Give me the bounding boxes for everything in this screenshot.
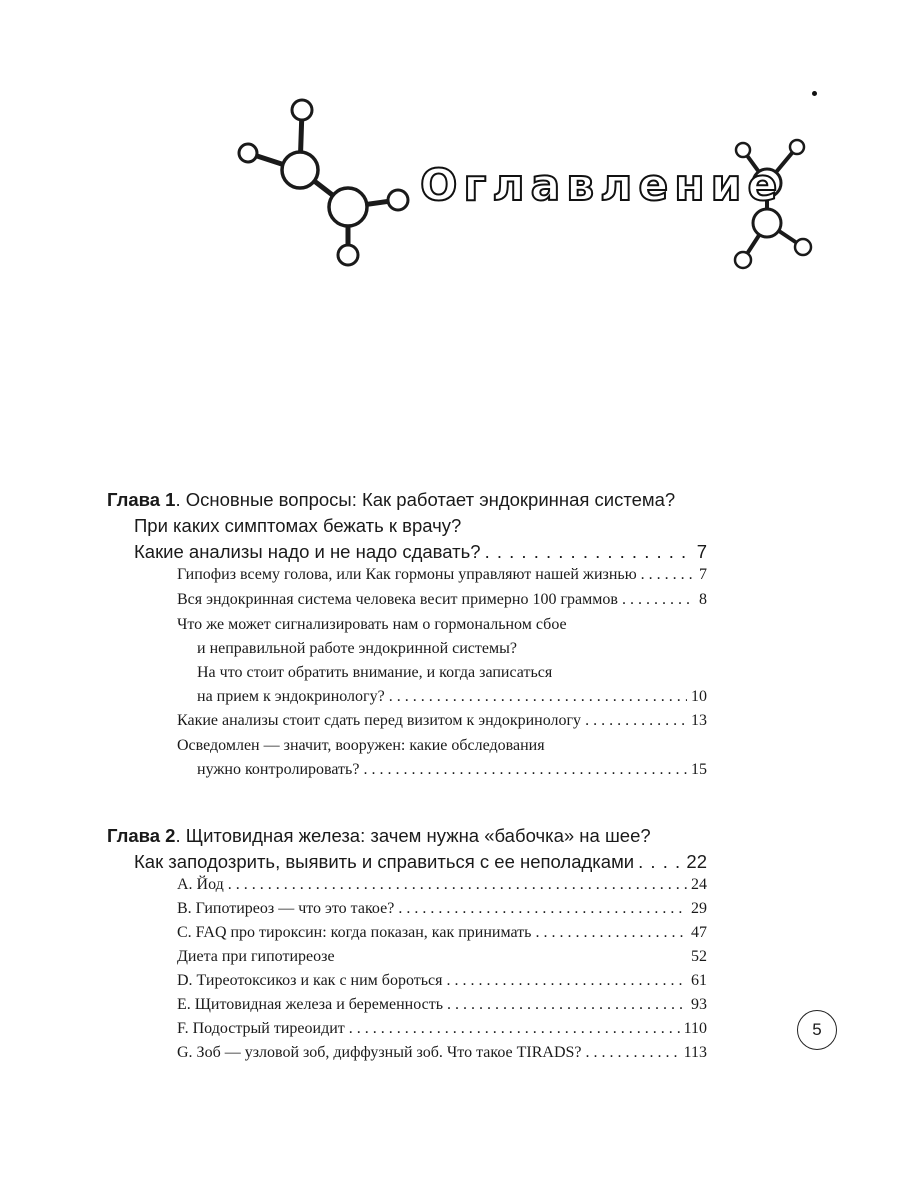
page-number: 113 (683, 1044, 707, 1061)
chapter-title-text: Какие анализы надо и не надо сдавать? (134, 541, 481, 562)
toc-entry (177, 712, 707, 730)
chapter-heading (107, 489, 675, 511)
page-number: 7 (699, 566, 707, 583)
dot-leader (585, 712, 687, 730)
dot-leader (398, 900, 687, 918)
page-number: 22 (686, 851, 707, 872)
molecule-illustration-left (230, 95, 420, 280)
toc-entry-continuation (197, 664, 552, 682)
toc-entry (177, 1044, 707, 1062)
page-number-badge: 5 (797, 1010, 837, 1050)
dot-leader (535, 924, 687, 942)
toc-entry (177, 948, 707, 966)
toc-entry (177, 996, 707, 1014)
entry-title: G. Зоб — узловой зоб, диффузный зоб. Что такое TIRADS? (177, 1044, 582, 1061)
entry-title: Гипофиз всему голова, или Как гормоны управляют нашей жизнью (177, 566, 637, 583)
toc-entry (177, 1020, 707, 1038)
entry-title: Что же может сигнализировать нам о гормональном сбое (177, 616, 567, 633)
entry-title: и неправильной работе эндокринной системы? (197, 640, 517, 657)
chapter-title-line (134, 515, 461, 537)
toc-entry (177, 566, 707, 584)
page-number: 24 (691, 876, 707, 893)
page-number: 93 (691, 996, 707, 1013)
toc-entry-continuation (197, 761, 707, 779)
dot-leader (228, 876, 687, 894)
dot-leader (641, 566, 695, 584)
dot-leader (586, 1044, 680, 1062)
chapter-title: . Основные вопросы: Как работает эндокринная система? (175, 489, 676, 510)
dot-leader (446, 972, 687, 990)
chapter-title-text: Как заподозрить, выявить и справиться с ее неполадками (134, 851, 635, 872)
dot-leader (485, 541, 693, 563)
entry-title: D. Тиреотоксикоз и как с ним бороться (177, 972, 443, 989)
page-number: 10 (691, 688, 707, 705)
chapter-title-text: При каких симптомах бежать к врачу? (134, 515, 462, 536)
toc-entry (177, 591, 707, 609)
entry-title: нужно контролировать? (197, 761, 360, 778)
chapter-heading (107, 825, 651, 847)
page-number: 13 (691, 712, 707, 729)
toc-entry-continuation (197, 640, 517, 658)
dot-leader (349, 1020, 680, 1038)
page-number: 110 (683, 1020, 707, 1037)
entry-title: На что стоит обратить внимание, и когда записаться (197, 664, 553, 681)
toc-entry (177, 924, 707, 942)
dot-leader (363, 761, 687, 779)
entry-title: C. FAQ про тироксин: когда показан, как принимать (177, 924, 532, 941)
toc-entry (177, 900, 707, 918)
entry-title: F. Подострый тиреоидит (177, 1020, 345, 1037)
chapter-title: . Щитовидная железа: зачем нужна «бабочка» на шее? (175, 825, 651, 846)
entry-title: Диета при гипотиреозе (177, 948, 335, 965)
dot-leader (447, 996, 687, 1014)
chapter-title-line (134, 851, 707, 873)
entry-title: Осведомлен — значит, вооружен: какие обследования (177, 737, 545, 754)
entry-title: B. Гипотиреоз — что это такое? (177, 900, 395, 917)
entry-title: E. Щитовидная железа и беременность (177, 996, 444, 1013)
page-number: 61 (691, 972, 707, 989)
page-title: Оглавление (420, 160, 784, 211)
decorative-dot (812, 91, 817, 96)
dot-leader (389, 688, 687, 706)
page-number: 29 (691, 900, 707, 917)
dot-leader (638, 851, 682, 873)
page-number: 8 (699, 591, 707, 608)
toc-entry (177, 876, 707, 894)
chapter-label: Глава 1 (107, 489, 176, 510)
chapter-title-line (134, 541, 707, 563)
dot-leader (622, 591, 695, 609)
page-number: 47 (691, 924, 707, 941)
toc-entry (177, 972, 707, 990)
entry-title: на прием к эндокринологу? (197, 688, 385, 705)
toc-entry (177, 616, 567, 634)
chapter-label: Глава 2 (107, 825, 176, 846)
entry-title: Вся эндокринная система человека весит примерно 100 граммов (177, 591, 618, 608)
page-number: 15 (691, 761, 707, 778)
page-number: 7 (696, 541, 707, 562)
entry-title: Какие анализы стоит сдать перед визитом к эндокринологу (177, 712, 582, 729)
toc-entry-continuation (197, 688, 707, 706)
page-number: 52 (691, 948, 707, 965)
entry-title: A. Йод (177, 876, 224, 893)
toc-entry (177, 737, 545, 755)
